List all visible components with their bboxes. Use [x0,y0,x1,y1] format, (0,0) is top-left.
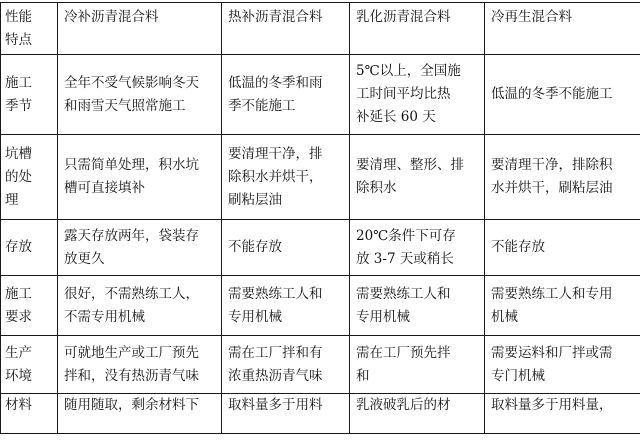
table-cell [485,55,640,135]
table-row [1,55,640,135]
cell-text-line: 季不能施工 [228,97,296,114]
row-label-line: 坑槽 [5,145,32,162]
cell-text-line: 要清理、整形、排 [356,157,464,173]
cell-text-line: 要清理干净，排除积 [491,157,613,173]
table-cell [485,220,640,276]
cell-text-line: 专用机械 [356,308,410,325]
cell-text-line: 只需简单处理，积水坑 [64,157,199,173]
cell-text-line: 低温的冬季不能施工 [491,86,613,102]
comparison-table [0,2,640,434]
row-label-cell [1,336,58,394]
row-label-line: 存放 [5,239,32,255]
cell-text-line: 需在工厂预先拌 [356,344,451,361]
cell-text-line: 不能存放 [228,239,282,255]
column-header [58,3,222,55]
cell-text-line: 刷粘层油 [228,191,282,208]
table-cell [58,220,222,276]
cell-text-line: 需要熟练工人和 [228,285,323,302]
cell-text-line: 和雨雪天气照常施工 [64,97,186,114]
row-label-line: 施工 [5,74,32,91]
cell-text-line: 全年不受气候影响冬天 [64,74,199,91]
table-cell [350,336,485,394]
header-row [1,3,640,55]
table-cell [58,336,222,394]
row-label-line: 生产 [5,344,32,361]
table-cell [350,394,485,434]
table-cell [222,220,350,276]
row-label-line: 的处 [5,168,32,185]
header-label-cell [1,3,58,55]
column-header-text: 冷补沥青混合料 [64,9,159,25]
table-cell [350,276,485,336]
cell-text-line: 20℃条件下可存 [356,227,456,244]
table-row [1,394,640,434]
cell-text-line: 浓重热沥青气味 [228,367,323,384]
cell-text-line: 取料量多于用料量， [491,397,613,413]
header-label-line: 性能 [5,8,32,25]
cell-text-line: 低温的冬季和雨 [228,74,323,91]
table-row [1,276,640,336]
cell-text-line: 不能存放 [491,239,545,255]
table-cell [222,135,350,220]
row-label-line: 理 [5,191,19,208]
table-cell [485,276,640,336]
table-cell [58,55,222,135]
cell-text-line: 露天存放两年，袋装存 [64,227,199,244]
cell-text-line: 需在工厂拌和有 [228,344,323,361]
table-cell [350,220,485,276]
table-row [1,220,640,276]
row-label-cell [1,276,58,336]
cell-text-line: 拌和，没有热沥青气味 [64,367,199,384]
cell-text-line: 槽可直接填补 [64,180,145,196]
table-cell [485,135,640,220]
cell-text-line: 需要熟练工人和 [356,285,451,302]
cell-text-line: 需要熟练工人和专用 [491,285,613,302]
row-label-line: 材料 [5,397,32,413]
row-label-line: 季节 [5,97,32,114]
table-cell [58,135,222,220]
cell-text-line: 水并烘干，刷粘层油 [491,180,613,196]
table-row [1,135,640,220]
cell-text-line: 可就地生产或工厂预先 [64,344,199,361]
cell-text-line: 不需专用机械 [64,308,145,325]
cell-text-line: 5℃以上，全国施 [356,63,461,79]
cell-text-line: 随用随取，剩余材料下 [64,397,199,413]
table-cell [222,55,350,135]
cell-text-line: 和 [356,367,370,384]
cell-text-line: 除积水 [356,180,397,196]
table-cell [222,276,350,336]
column-header-text: 冷再生混合料 [491,9,572,25]
cell-text-line: 放 3-7 天或稍长 [356,250,454,267]
cell-text-line: 取料量多于用料 [228,397,323,413]
cell-text-line: 补延长 60 天 [356,109,436,125]
table-row [1,336,640,394]
table-cell [350,135,485,220]
row-label-cell [1,55,58,135]
cell-text-line: 工时间平均比热 [356,86,451,102]
cell-text-line: 专门机械 [491,367,545,384]
row-label-cell [1,135,58,220]
row-label-cell [1,394,58,434]
row-label-line: 施工 [5,285,32,302]
table-cell [58,276,222,336]
table-cell [485,394,640,434]
cell-text-line: 机械 [491,308,518,325]
table-cell [222,394,350,434]
column-header [222,3,350,55]
cell-text-line: 很好，不需熟练工人， [64,285,199,302]
cell-text-line: 除积水并烘干， [228,168,323,185]
table-cell [350,55,485,135]
table-cell [485,336,640,394]
column-header [350,3,485,55]
row-label-line: 环境 [5,367,32,384]
column-header-text: 乳化沥青混合料 [356,9,451,25]
cell-text-line: 专用机械 [228,308,282,325]
table-cell [222,336,350,394]
cell-text-line: 需要运料和厂拌或需 [491,344,613,361]
table-cell [58,394,222,434]
cell-text-line: 乳液破乳后的材 [356,397,451,413]
cell-text-line: 放更久 [64,250,105,267]
header-label-line: 特点 [5,31,32,48]
row-label-line: 要求 [5,308,32,325]
row-label-cell [1,220,58,276]
cell-text-line: 要清理干净，排 [228,145,323,162]
column-header-text: 热补沥青混合料 [228,9,323,25]
column-header [485,3,640,55]
